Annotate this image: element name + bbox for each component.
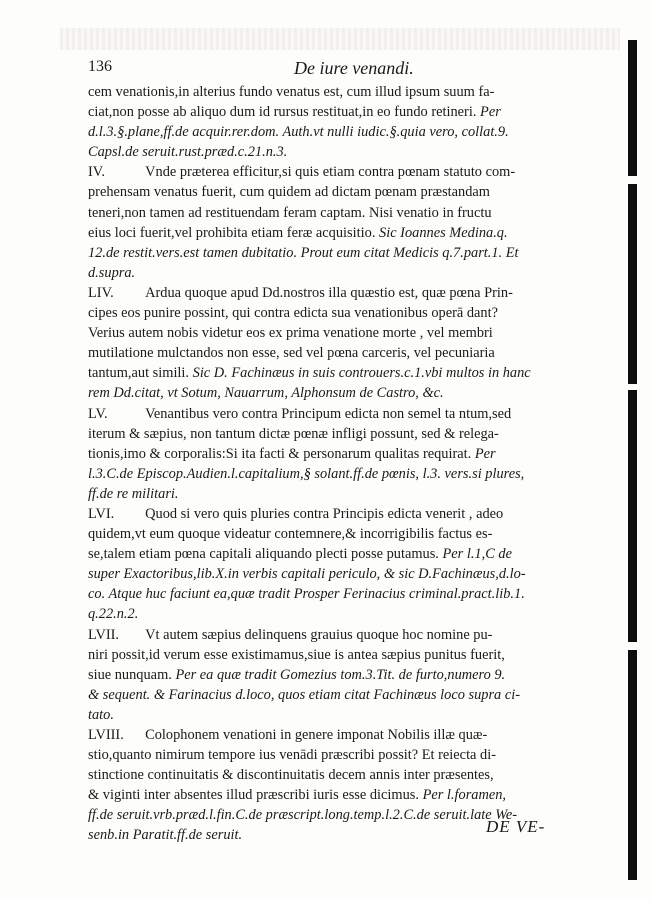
citation-text: d.l.3.§.plane,ff.de acquir.rer.dom. Auth.vt nulli iudic.§.quia vero, collat.9. (88, 124, 509, 141)
text-line (88, 203, 600, 223)
citation-text: senb.in Paratit.ff.de seruit. (88, 827, 243, 844)
body-text-run: niri possit,id verum esse existimamus,siue is antea sæpius punitus fuerit, (88, 646, 505, 663)
citation-text: l.3.C.de Episcop.Audien.l.capitalium,§ solant.ff.de pœnis, l.3. vers.si plures, (88, 465, 525, 482)
text-line (88, 223, 600, 243)
section-number: LVI. (88, 505, 115, 522)
text-line (88, 604, 600, 624)
text-line (88, 705, 600, 725)
citation-text: super Exactoribus,lib.X.in verbis capitali periculo, & sic D.Fachinæus,d.lo- (88, 566, 526, 583)
text-line (88, 82, 600, 102)
body-text-run: stinctione continuitatis & discontinuitatis decem annis inter præsentes, (88, 767, 494, 784)
body-text-run: Quod si vero quis pluries contra Principis edicta venerit , adeo (145, 505, 504, 522)
text-line (88, 343, 600, 363)
text-line (88, 464, 600, 484)
body-text-run: Vnde præterea efficitur,si quis etiam contra pœnam statuto com- (145, 164, 516, 181)
text-line (88, 665, 600, 685)
citation-text: Per l.1,C de (442, 546, 512, 563)
text-line (88, 765, 600, 785)
body-text-run: stio,quanto nimirum tempore ius venādi præscribi possit? Et reiecta di- (88, 747, 497, 764)
body-text-run: mutilatione mulctandos non esse, sed vel pœna carceris, vel pecuniaria (88, 345, 495, 362)
text-line (88, 122, 600, 142)
citation-text: tato. (88, 706, 114, 723)
bleed-through-shadow (60, 28, 620, 50)
text-line (88, 383, 600, 403)
section-number: LV. (88, 405, 108, 422)
citation-text: Per ea quæ tradit Gomezius tom.3.Tit. de furto,numero 9. (175, 666, 506, 683)
citation-text: ff.de re militari. (88, 485, 179, 502)
body-text-run: quidem,vt eum quoque videatur contemnere,& incorrigibilis factus es- (88, 526, 493, 543)
text-line (88, 484, 600, 504)
body-text-run: cem venationis,in alterius fundo venatus est, cum illud ipsum suum fa- (88, 84, 495, 100)
text-line (88, 444, 600, 464)
citation-text: Per l.foramen, (422, 787, 507, 804)
catchword: DE VE- (486, 817, 546, 836)
text-line (88, 363, 600, 383)
section-number: LVIII. (88, 727, 124, 743)
body-text-run: Verius autem nobis videtur eos ex prima venatione morte , vel membri (88, 325, 493, 342)
text-line (88, 645, 600, 665)
page-number: 136 (88, 58, 112, 75)
text-line (88, 424, 600, 444)
page-edge-shadow (628, 40, 637, 880)
section-number: LIV. (88, 284, 114, 301)
page-edge-gap (628, 176, 637, 184)
citation-text: Per (474, 445, 496, 462)
text-line (88, 584, 600, 604)
citation-text: q.22.n.2. (88, 606, 139, 623)
citation-text: Capsl.de seruit.rust.præd.c.21.n.3. (88, 144, 288, 161)
text-line (88, 625, 600, 645)
text-line (88, 142, 600, 162)
text-line (88, 685, 600, 705)
text-line (88, 303, 600, 323)
body-text-run: Colophonem venationi in genere imponat Nobilis illæ quæ- (145, 727, 488, 743)
body-text-run: siue nunquam. (88, 666, 176, 683)
text-line (88, 162, 600, 182)
citation-text: Per (480, 104, 501, 121)
text-line (88, 785, 600, 805)
citation-text: d.supra. (88, 264, 136, 281)
text-line (88, 323, 600, 343)
body-text-run: & viginti inter absentes illud præscribi iuris esse dicimus. (88, 787, 423, 804)
citation-text: & sequent. & Farinacius d.loco, quos etiam citat Fachinæus loco supra ci- (88, 686, 520, 703)
body-text-run: eius loci fuerit,vel prohibita etiam feræ acquisitio. (88, 224, 380, 241)
body-text-run: Ardua quoque apud Dd.nostros illa quæstio est, quæ pœna Prin- (145, 284, 513, 301)
text-line (88, 102, 600, 122)
body-text-run: iterum & sæpius, non tantum dictæ pœnæ infligi possunt, sed & relega- (88, 425, 499, 442)
body-text-run: prehensam venatus fuerit, cum quidem ad dictam pœnam præstandam (88, 184, 490, 201)
citation-text: rem Dd.citat, vt Sotum, Nauarrum, Alphonsum de Castro, &c. (88, 385, 444, 402)
text-line (88, 504, 600, 524)
citation-text: Sic D. Fachinæus in suis controuers.c.1.vbi multos in hanc (192, 365, 531, 382)
text-line (88, 243, 600, 263)
text-line (88, 745, 600, 765)
text-line (88, 524, 600, 544)
section-number: IV. (88, 164, 105, 181)
body-text (88, 82, 608, 846)
body-text-run: Venantibus vero contra Principum edicta non semel ta ntum,sed (145, 405, 512, 422)
text-line (88, 544, 600, 564)
text-line (88, 404, 600, 424)
citation-text: ff.de seruit.vrb.præd.l.fin.C.de præscript.long.temp.l.2.C.de seruit.late We- (88, 807, 518, 824)
body-text-run: cipes eos punire possint, qui contra edicta sua venationibus operā dant? (88, 305, 498, 322)
citation-text: co. Atque huc faciunt ea,quæ tradit Prosper Ferinacius criminal.pract.lib.1. (88, 586, 525, 603)
text-line (88, 263, 600, 283)
text-line (88, 564, 600, 584)
body-text-run: teneri,non tamen ad restituendam feram captam. Nisi venatio in fructu (88, 204, 492, 221)
section-number: LVII. (88, 626, 120, 643)
text-line (88, 283, 600, 303)
body-text-run: tantum,aut simili. (88, 365, 193, 382)
citation-text: 12.de restit.vers.est tamen dubitatio. Prout eum citat Medicis q.7.part.1. Et (88, 244, 519, 261)
body-text-run: se,talem etiam pœna capitali aliquando plecti posse putamus. (88, 546, 443, 563)
body-text-run: tionis,imo & corporalis:Si ita facti & personarum qualitas requirat. (88, 445, 475, 462)
page-header (88, 58, 598, 82)
text-line (88, 182, 600, 202)
citation-text: Sic Ioannes Medina.q. (379, 224, 508, 241)
page-edge-gap (628, 642, 637, 650)
running-head: De iure venandi. (294, 58, 414, 78)
page-edge-gap (628, 384, 637, 390)
body-text-run: ciat,non posse ab aliquo dum id rursus restituat,in eo fundo retineri. (88, 104, 481, 121)
text-line (88, 725, 600, 745)
body-text-run: Vt autem sæpius delinquens grauius quoque hoc nomine pu- (145, 626, 493, 643)
